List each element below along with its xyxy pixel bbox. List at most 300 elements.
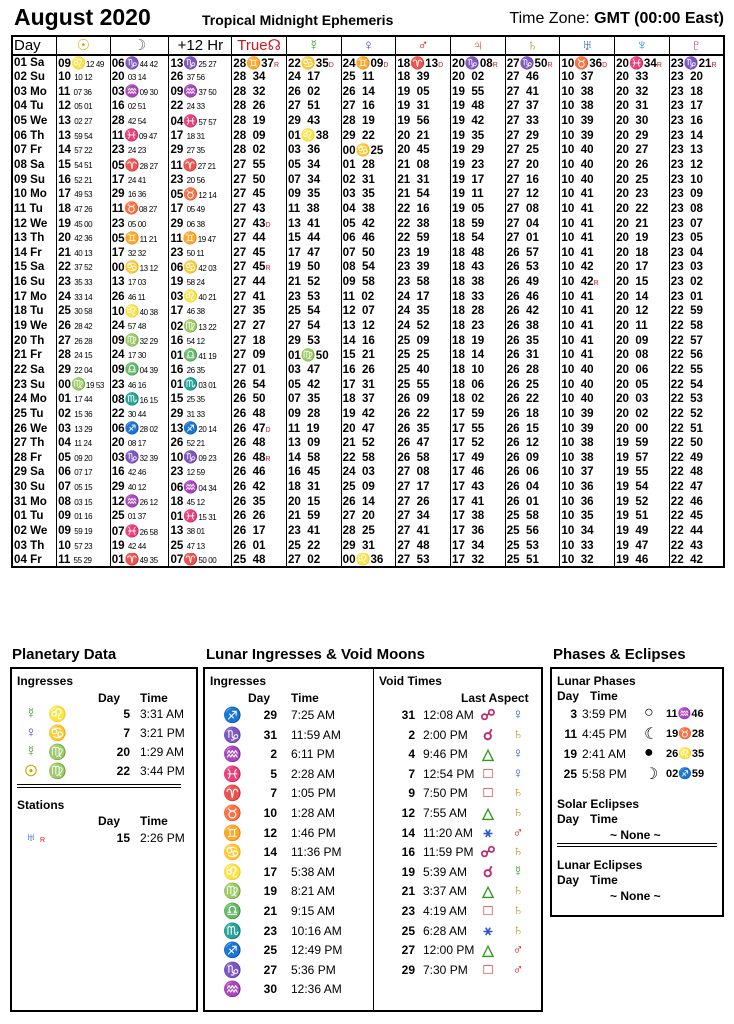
ephemeris-cell: 27 45 bbox=[232, 245, 287, 260]
ephemeris-cell: 22 58 bbox=[669, 319, 724, 334]
ephemeris-cell: 26 09 bbox=[505, 450, 560, 465]
ephemeris-cell: 10 34 bbox=[560, 524, 615, 539]
ephemeris-cell: 10 38 bbox=[560, 436, 615, 451]
ephemeris-cell: 04 Fr bbox=[12, 553, 57, 568]
ephemeris-cell: 13 41 bbox=[286, 216, 341, 231]
ephemeris-row bbox=[12, 216, 724, 231]
ephemeris-cell: 10 41 bbox=[560, 187, 615, 202]
ephemeris-cell: 13 59 54 bbox=[57, 128, 111, 143]
ephemeris-cell: 27 09 bbox=[232, 348, 287, 363]
planet-glyph-icon: ♀ bbox=[512, 706, 524, 723]
ephemeris-cell: 20 03 14 bbox=[110, 70, 169, 85]
void-time: 2:00 PM bbox=[423, 727, 468, 742]
ephemeris-cell: 28 24 15 bbox=[57, 348, 111, 363]
ephemeris-cell: 02♍13 22 bbox=[169, 319, 232, 334]
ephemeris-cell: 23 03 bbox=[669, 260, 724, 275]
ephemeris-cell: 22 Sa bbox=[14, 362, 45, 376]
ephemeris-cell: 26 31 bbox=[505, 348, 560, 363]
aspect-glyph-icon: ☌ bbox=[482, 863, 494, 881]
ephemeris-cell: 18 47 26 bbox=[57, 201, 111, 216]
lunar-ingress-time: 1:46 PM bbox=[291, 825, 336, 840]
ephemeris-cell: 26 15 bbox=[505, 421, 560, 436]
ephemeris-cell: 17 32 32 bbox=[110, 245, 169, 260]
ephemeris-cell: 11 38 bbox=[286, 201, 341, 216]
ephemeris-cell: 23 05 bbox=[669, 231, 724, 246]
ephemeris-cell: 27 02 bbox=[286, 553, 341, 568]
ephemeris-cell: 18 45 12 bbox=[169, 494, 232, 509]
ephemeris-cell: 26 06 bbox=[505, 465, 560, 480]
void-time: 7:50 PM bbox=[423, 786, 468, 801]
ephemeris-cell: 10 40 bbox=[560, 392, 615, 407]
ephemeris-cell: 05 34 bbox=[286, 157, 341, 172]
phase-day: 11 bbox=[564, 727, 577, 741]
ephemeris-cell: 15 21 bbox=[341, 348, 396, 363]
ephemeris-cell: 11♓09 47 bbox=[110, 128, 169, 143]
ephemeris-row bbox=[12, 99, 724, 114]
lunar-ingress-day: 21 bbox=[263, 904, 277, 918]
ephemeris-cell: 04♓57 57 bbox=[169, 114, 232, 129]
ephemeris-cell: 18♈13D bbox=[396, 55, 451, 70]
ephemeris-cell: 17 34 bbox=[451, 538, 506, 553]
ephemeris-cell: 20 02 bbox=[615, 406, 670, 421]
ephemeris-cell: 24 33 14 bbox=[57, 289, 111, 304]
ephemeris-cell: 19 57 bbox=[615, 450, 670, 465]
ephemeris-cell: 14 Fr bbox=[14, 245, 42, 259]
planet-glyph-icon: ☿ bbox=[512, 862, 524, 880]
ephemeris-cell: 29 43 bbox=[286, 114, 341, 129]
solar-eclipses-label: Solar Eclipses bbox=[557, 797, 640, 811]
ephemeris-cell: 23 18 bbox=[669, 84, 724, 99]
ephemeris-cell: 03♌40 21 bbox=[169, 289, 232, 304]
planet-glyph-icon: ♄ bbox=[512, 921, 524, 939]
ephemeris-cell: 27 46 bbox=[505, 70, 560, 85]
ephemeris-cell: 20 06 bbox=[615, 362, 670, 377]
solar-divider bbox=[557, 843, 717, 847]
ephemeris-cell: 19 52 bbox=[615, 494, 670, 509]
ephemeris-cell: 25 48 bbox=[232, 553, 287, 568]
lunar-title: Lunar Ingresses & Void Moons bbox=[206, 646, 425, 663]
ephemeris-cell: 19 59 bbox=[615, 436, 670, 451]
void-time: 12:54 PM bbox=[423, 766, 475, 781]
ephemeris-cell: 22 59 bbox=[669, 304, 724, 319]
ingress-time: 3:21 PM bbox=[140, 726, 185, 740]
ephemeris-cell: 19 17 bbox=[451, 172, 506, 187]
ephemeris-cell: 23 04 bbox=[669, 245, 724, 260]
ephemeris-cell: 22 38 bbox=[396, 216, 451, 231]
ephemeris-cell: 17 41 bbox=[451, 494, 506, 509]
lunar-ingresses-label: Ingresses bbox=[210, 674, 267, 688]
ingress-day: 20 bbox=[116, 745, 130, 759]
ephemeris-cell: 22 48 bbox=[669, 465, 724, 480]
aspect-glyph-icon: ☍ bbox=[480, 844, 496, 862]
aspect-glyph-icon: △ bbox=[482, 805, 494, 822]
ephemeris-cell: 22 47 bbox=[669, 480, 724, 495]
phase-position: 26♌35 bbox=[666, 748, 705, 760]
phase-time: 3:59 PM bbox=[582, 707, 627, 721]
ephemeris-cell: 07 50 bbox=[341, 245, 396, 260]
ephemeris-cell: 20 47 bbox=[341, 421, 396, 436]
ephemeris-cell: 27 12 bbox=[505, 187, 560, 202]
phase-position: 02♐59 bbox=[666, 768, 705, 780]
ephemeris-cell: 27 34 bbox=[396, 509, 451, 524]
ephemeris-cell: 10 41 bbox=[560, 201, 615, 216]
lunar-ecl-time-header: Time bbox=[590, 873, 618, 887]
station-day: 15 bbox=[116, 831, 130, 845]
ephemeris-cell: 01♍50 bbox=[286, 348, 341, 363]
ephemeris-cell: 26 42 bbox=[505, 304, 560, 319]
ephemeris-cell: 25 51 bbox=[505, 553, 560, 568]
ephemeris-cell: 24 35 bbox=[396, 304, 451, 319]
ephemeris-cell: 10 42R bbox=[560, 275, 615, 290]
planetary-data-title: Planetary Data bbox=[12, 646, 117, 663]
aspect-glyph-icon: ☌ bbox=[482, 726, 494, 744]
col-header-7: ♂ bbox=[396, 36, 451, 55]
ephemeris-row bbox=[12, 84, 724, 99]
aspect-glyph-icon: ⚹ bbox=[483, 823, 493, 841]
ephemeris-cell: 13 38 01 bbox=[169, 524, 232, 539]
lunar-ingress-day: 23 bbox=[263, 923, 277, 938]
ephemeris-cell: 19 51 bbox=[615, 509, 670, 524]
ephemeris-row bbox=[12, 143, 724, 158]
lunar-eclipses-label: Lunar Eclipses bbox=[557, 858, 643, 872]
ephemeris-cell: 09 28 bbox=[286, 406, 341, 421]
ephemeris-cell: 21 40 13 bbox=[57, 245, 111, 260]
ephemeris-header-row bbox=[12, 36, 724, 55]
ephemeris-cell: 09 35 bbox=[286, 187, 341, 202]
ephemeris-cell: 17 24 41 bbox=[110, 172, 169, 187]
ephemeris-cell: 21 31 bbox=[396, 172, 451, 187]
ephemeris-cell: 19 48 bbox=[451, 99, 506, 114]
planet-glyph-icon: ☿ bbox=[25, 705, 37, 722]
ephemeris-cell: 17 46 38 bbox=[169, 304, 232, 319]
ephemeris-cell: 19 46 bbox=[615, 553, 670, 568]
ephemeris-cell: 20 12 bbox=[615, 304, 670, 319]
aspect-glyph-icon: △ bbox=[482, 883, 494, 901]
ephemeris-cell: 07 35 bbox=[286, 392, 341, 407]
ephemeris-cell: 28 Fr bbox=[14, 450, 42, 464]
planet-glyph-icon: ♄ bbox=[512, 804, 524, 821]
ephemeris-body bbox=[12, 55, 724, 567]
planet-glyph-icon: ♀ bbox=[512, 745, 524, 763]
ephemeris-cell: 22 51 bbox=[669, 421, 724, 436]
ephemeris-cell: 16 Su bbox=[14, 275, 45, 289]
ephemeris-cell: 01♏03 01 bbox=[169, 377, 232, 392]
ephemeris-cell: 14 57 22 bbox=[57, 143, 111, 158]
sign-glyph-icon: ♍ bbox=[223, 883, 242, 901]
col-header-2: ☽ bbox=[110, 36, 169, 55]
sign-glyph-icon: ♌ bbox=[48, 706, 67, 723]
ephemeris-cell: 20 22 bbox=[615, 201, 670, 216]
ephemeris-cell: 02 Su bbox=[14, 70, 45, 84]
ephemeris-cell: 26 48 bbox=[232, 436, 287, 451]
ephemeris-cell: 10 41 bbox=[560, 231, 615, 246]
ephemeris-cell: 05 42 bbox=[341, 216, 396, 231]
void-time: 6:28 AM bbox=[423, 923, 468, 938]
ingress-time: 3:44 PM bbox=[140, 764, 185, 778]
lunar-ingress-time: 8:21 AM bbox=[291, 884, 336, 899]
lunar-ingress-day: 31 bbox=[263, 727, 277, 742]
ephemeris-cell: 02 15 36 bbox=[57, 406, 111, 421]
ephemeris-cell: 22 46 bbox=[669, 494, 724, 509]
ephemeris-cell: 06 46 bbox=[341, 231, 396, 246]
col-header-6: ♀ bbox=[341, 36, 396, 55]
aspect-glyph-icon: ⚹ bbox=[483, 921, 493, 939]
ephemeris-cell: 06 07 17 bbox=[57, 465, 111, 480]
phase-position: 11♒46 bbox=[666, 708, 704, 720]
ephemeris-cell: 09♒37 50 bbox=[169, 84, 232, 99]
ephemeris-cell: 10 37 bbox=[560, 465, 615, 480]
planetary-data-box bbox=[10, 667, 198, 1012]
col-header-11: ♆ bbox=[615, 36, 670, 55]
void-day: 7 bbox=[408, 766, 415, 781]
ephemeris-cell: 25 01 37 bbox=[110, 509, 169, 524]
ephemeris-cell: 23 05 00 bbox=[110, 216, 169, 231]
ephemeris-cell: 18 31 bbox=[286, 480, 341, 495]
ephemeris-cell: 27 45R bbox=[232, 260, 287, 275]
void-time: 12:00 PM bbox=[423, 943, 475, 958]
void-time: 11:59 PM bbox=[423, 845, 474, 860]
ephemeris-row bbox=[12, 114, 724, 129]
ephemeris-cell: 13 02 27 bbox=[57, 114, 111, 129]
ephemeris-cell: 22 49 bbox=[669, 450, 724, 465]
ephemeris-cell: 15 Sa bbox=[14, 260, 45, 274]
ephemeris-cell: 03 35 bbox=[341, 187, 396, 202]
ephemeris-cell: 27 41 bbox=[232, 289, 287, 304]
ephemeris-cell: 16 45 bbox=[286, 465, 341, 480]
ephemeris-row bbox=[12, 509, 724, 524]
ephemeris-cell: 18 59 bbox=[451, 216, 506, 231]
ephemeris-row bbox=[12, 55, 724, 70]
ephemeris-cell: 16 26 bbox=[341, 362, 396, 377]
ephemeris-cell: 27 01 bbox=[505, 231, 560, 246]
ephemeris-cell: 06♋42 03 bbox=[169, 260, 232, 275]
ephemeris-cell: 15 25 35 bbox=[169, 392, 232, 407]
planet-glyph-icon: ☉ bbox=[24, 763, 38, 780]
ephemeris-cell: 26 47D bbox=[232, 421, 287, 436]
phases-time-header: Time bbox=[590, 689, 618, 703]
ephemeris-row bbox=[12, 421, 724, 436]
lunar-box bbox=[203, 667, 543, 1012]
ephemeris-cell: 03 Th bbox=[14, 538, 45, 552]
lunar-ingress-day: 10 bbox=[263, 806, 277, 820]
ephemeris-cell: 27 26 28 bbox=[57, 333, 111, 348]
ephemeris-cell: 26 14 bbox=[341, 84, 396, 99]
ephemeris-cell: 27 53 bbox=[396, 553, 451, 568]
ephemeris-cell: 17 18 31 bbox=[169, 128, 232, 143]
col-header-9: ♄ bbox=[505, 36, 560, 55]
ephemeris-cell: 23 14 bbox=[669, 128, 724, 143]
ephemeris-cell: 20 14 bbox=[615, 289, 670, 304]
ephemeris-cell: 18 23 bbox=[451, 319, 506, 334]
ephemeris-cell: 29 27 35 bbox=[169, 143, 232, 158]
ephemeris-cell: 18 10 bbox=[451, 362, 506, 377]
ephemeris-cell: 24♊09D bbox=[341, 55, 396, 70]
phase-day: 3 bbox=[570, 707, 577, 721]
ephemeris-cell: 23 13 bbox=[669, 143, 724, 158]
ephemeris-cell: 29 Sa bbox=[14, 465, 45, 479]
ephemeris-cell: 10 40 bbox=[560, 157, 615, 172]
ephemeris-cell: 29 06 38 bbox=[169, 216, 232, 231]
void-time: 3:37 AM bbox=[423, 884, 468, 899]
ephemeris-cell: 23 53 bbox=[286, 289, 341, 304]
ephemeris-cell: 20 02 bbox=[451, 70, 506, 85]
void-day: 2 bbox=[408, 727, 415, 742]
planet-glyph-icon: ♄ bbox=[512, 882, 524, 900]
col-header-4: True☊ bbox=[232, 36, 287, 55]
solar-day-header: Day bbox=[557, 812, 580, 826]
ephemeris-cell: 20 08 17 bbox=[110, 436, 169, 451]
ephemeris-cell: 04 Tu bbox=[14, 99, 44, 113]
lunar-day-header: Day bbox=[248, 691, 271, 705]
planetary-day-header: Day bbox=[98, 691, 121, 705]
ephemeris-cell: 20 29 bbox=[615, 128, 670, 143]
ephemeris-cell: 07♈50 00 bbox=[169, 553, 232, 568]
ephemeris-cell: 27 Th bbox=[14, 436, 45, 450]
ephemeris-cell: 19 50 bbox=[286, 260, 341, 275]
ephemeris-cell: 27 25 bbox=[505, 143, 560, 158]
ephemeris-cell: 19 55 bbox=[615, 465, 670, 480]
ephemeris-cell: 26 37 56 bbox=[169, 70, 232, 85]
sign-glyph-icon: ♓ bbox=[223, 765, 242, 783]
ephemeris-cell: 20 11 bbox=[615, 319, 670, 334]
ephemeris-row bbox=[12, 553, 724, 568]
ephemeris-cell: 28 26 bbox=[232, 99, 287, 114]
ephemeris-cell: 27 04 bbox=[505, 216, 560, 231]
ephemeris-cell: 08♏16 15 bbox=[110, 392, 169, 407]
ephemeris-cell: 21 52 bbox=[286, 275, 341, 290]
ephemeris-cell: 26 35 bbox=[505, 333, 560, 348]
ephemeris-cell: 13♐20 14 bbox=[169, 421, 232, 436]
lunar-ingress-time: 9:15 AM bbox=[291, 904, 336, 918]
ephemeris-cell: 19 05 bbox=[451, 201, 506, 216]
ephemeris-cell: 11♈27 21 bbox=[169, 157, 232, 172]
ephemeris-cell: 29 40 12 bbox=[110, 480, 169, 495]
phases-title: Phases & Eclipses bbox=[553, 646, 686, 663]
ephemeris-cell: 28♊37R bbox=[232, 55, 287, 70]
ephemeris-cell: 18 06 bbox=[451, 377, 506, 392]
ephemeris-cell: 18 39 bbox=[396, 70, 451, 85]
ephemeris-cell: 03 13 29 bbox=[57, 421, 111, 436]
void-day: 4 bbox=[408, 747, 415, 762]
ephemeris-cell: 26 26 bbox=[232, 509, 287, 524]
planet-glyph-icon: ☿ bbox=[25, 743, 37, 760]
aspect-glyph-icon: △ bbox=[482, 746, 494, 764]
ephemeris-cell: 10♑09 23 bbox=[169, 450, 232, 465]
ephemeris-cell: 26 42 bbox=[232, 480, 287, 495]
ephemeris-cell: 03♑32 39 bbox=[110, 450, 169, 465]
lunar-ingress-time: 7:25 AM bbox=[291, 708, 336, 722]
ephemeris-cell: 17 49 bbox=[451, 450, 506, 465]
void-time: 7:55 AM bbox=[423, 806, 468, 820]
ephemeris-cell: 27 44 bbox=[232, 275, 287, 290]
ephemeris-cell: 04 38 bbox=[341, 201, 396, 216]
ingress-time: 1:29 AM bbox=[140, 745, 185, 759]
ephemeris-cell: 26 12 bbox=[505, 436, 560, 451]
ephemeris-cell: 26 01 bbox=[232, 538, 287, 553]
ephemeris-cell: 22 44 bbox=[669, 524, 724, 539]
ephemeris-cell: 10 41 bbox=[560, 319, 615, 334]
ephemeris-cell: 23♑21R bbox=[669, 55, 724, 70]
ephemeris-cell: 10 36 bbox=[560, 480, 615, 495]
ephemeris-cell: 20 26 bbox=[615, 157, 670, 172]
ephemeris-row bbox=[12, 362, 724, 377]
aspect-glyph-icon: ☍ bbox=[480, 707, 496, 724]
ephemeris-cell: 27 08 bbox=[505, 201, 560, 216]
tz-value: GMT bbox=[594, 10, 630, 27]
sign-glyph-icon: ♑ bbox=[223, 726, 242, 744]
ephemeris-cell: 10 42 bbox=[560, 260, 615, 275]
ephemeris-cell: 10 39 bbox=[560, 114, 615, 129]
void-day: 9 bbox=[408, 786, 415, 801]
void-day: 27 bbox=[401, 943, 415, 958]
ephemeris-cell: 10 40 bbox=[560, 143, 615, 158]
lunar-ingress-time: 2:28 AM bbox=[291, 766, 336, 781]
tz-extra: (00:00 East) bbox=[634, 10, 724, 27]
ephemeris-cell: 18 54 bbox=[451, 231, 506, 246]
ephemeris-cell: 01♈49 35 bbox=[110, 553, 169, 568]
ephemeris-cell: 23 19 bbox=[396, 245, 451, 260]
ephemeris-cell: 06 Th bbox=[14, 128, 45, 142]
ephemeris-cell: 27 55 bbox=[232, 157, 287, 172]
ingress-day: 7 bbox=[123, 726, 130, 740]
ephemeris-cell: 08 54 bbox=[341, 260, 396, 275]
ephemeris-cell: 26 09 bbox=[396, 392, 451, 407]
ephemeris-cell: 10 39 bbox=[560, 406, 615, 421]
ephemeris-cell: 01 Tu bbox=[14, 509, 44, 523]
ephemeris-cell: 09♎04 39 bbox=[110, 362, 169, 377]
void-day: 16 bbox=[401, 845, 415, 860]
ephemeris-cell: 26 58 bbox=[396, 450, 451, 465]
sign-glyph-icon: ♈ bbox=[223, 785, 242, 803]
ephemeris-row bbox=[12, 465, 724, 480]
ephemeris-cell: 26 47 bbox=[396, 436, 451, 451]
ephemeris-cell: 27 17 bbox=[396, 480, 451, 495]
ephemeris-cell: 19 42 bbox=[341, 406, 396, 421]
lunar-ingress-day: 19 bbox=[263, 884, 277, 899]
ephemeris-cell: 06♒04 34 bbox=[169, 480, 232, 495]
ephemeris-row bbox=[12, 406, 724, 421]
ephemeris-cell: 26 52 21 bbox=[169, 436, 232, 451]
ephemeris-cell: 14 16 bbox=[341, 333, 396, 348]
ephemeris-cell: 10 39 bbox=[560, 128, 615, 143]
ephemeris-cell: 18 43 bbox=[451, 260, 506, 275]
void-day: 19 bbox=[401, 864, 415, 879]
ephemeris-cell: 10 39 bbox=[560, 421, 615, 436]
lunar-ingress-time: 5:38 AM bbox=[291, 864, 336, 879]
phase-time: 5:58 PM bbox=[582, 767, 627, 781]
ephemeris-cell: 07♓26 58 bbox=[110, 524, 169, 539]
ephemeris-cell: 26 We bbox=[14, 421, 48, 435]
ephemeris-cell: 27 45 bbox=[232, 187, 287, 202]
time-zone bbox=[509, 10, 724, 28]
ephemeris-cell: 28 42 54 bbox=[110, 114, 169, 129]
ephemeris-cell: 05♈28 27 bbox=[110, 157, 169, 172]
ephemeris-cell: 26 48 bbox=[232, 406, 287, 421]
ephemeris-row bbox=[12, 275, 724, 290]
ephemeris-cell: 09♌12 49 bbox=[57, 55, 111, 70]
ephemeris-cell: 28 32 bbox=[232, 84, 287, 99]
ephemeris-cell: 10 41 bbox=[560, 333, 615, 348]
planet-glyph-icon: ♂ bbox=[512, 941, 524, 959]
ephemeris-cell: 25 11 bbox=[341, 70, 396, 85]
ephemeris-cell: 19 56 bbox=[396, 114, 451, 129]
ephemeris-cell: 23 20 bbox=[669, 70, 724, 85]
station-time: 2:26 PM bbox=[140, 831, 185, 845]
ephemeris-cell: 23 20 56 bbox=[169, 172, 232, 187]
ephemeris-cell: 23 08 bbox=[669, 201, 724, 216]
ephemeris-cell: 24 17 bbox=[396, 289, 451, 304]
aspect-glyph-icon: □ bbox=[483, 960, 493, 978]
